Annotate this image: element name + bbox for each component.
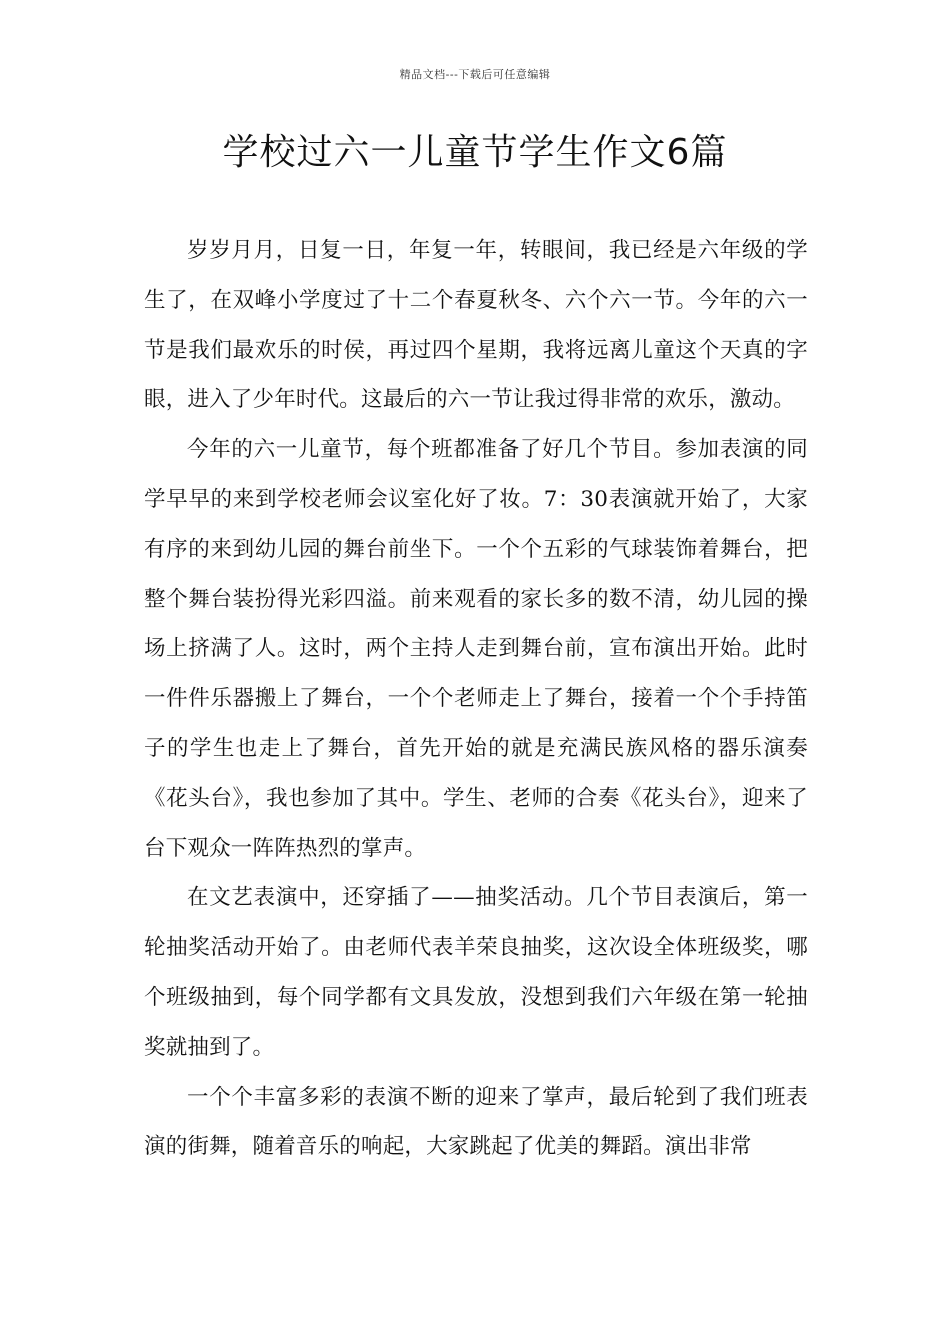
document-title: 学校过六一儿童节学生作文6篇 (222, 132, 728, 173)
paragraph-3: 在文艺表演中，还穿插了——抽奖活动。几个节目表演后，第一轮抽奖活动开始了。由老师代表羊荣良抽奖，这次设全体班级奖，哪个班级抽到，每个同学都有文具发放，没想到我们六年级在第一轮抽奖就抽到了。 (144, 885, 808, 1060)
paragraph-2: 今年的六一儿童节，每个班都准备了好几个节目。参加表演的同学早早的来到学校老师会议室化好了妆。7：30表演就开始了，大家有序的来到幼儿园的舞台前坐下。一个个五彩的气球装饰着舞台，把整个舞台装扮得光彩四溢。前来观看的家长多的数不清，幼儿园的操场上挤满了人。这时，两个主持人走到舞台前，宣布演出开始。此时一件件乐器搬上了舞台，一个个老师走上了舞台，接着一个个手持笛子的学生也走上了舞台，首先开始的就是充满民族风格的器乐演奏《花头台》，我也参加了其中。学生、老师的合奏《花头台》，迎来了台下观众一阵阵热烈的掌声。 (144, 437, 808, 861)
header-note: 精品文档---下载后可任意编辑 (399, 68, 551, 81)
paragraph-1: 岁岁月月，日复一日，年复一年，转眼间，我已经是六年级的学生了，在双峰小学度过了十二个春夏秋冬、六个六一节。今年的六一节是我们最欢乐的时侯，再过四个星期，我将远离儿童这个天真的字眼，进入了少年时代。这最后的六一节让我过得非常的欢乐，激动。 (144, 238, 808, 413)
body-text (144, 226, 808, 1172)
paragraph-4: 一个个丰富多彩的表演不断的迎来了掌声，最后轮到了我们班表演的街舞，随着音乐的响起，大家跳起了优美的舞蹈。演出非常 (144, 1084, 808, 1160)
